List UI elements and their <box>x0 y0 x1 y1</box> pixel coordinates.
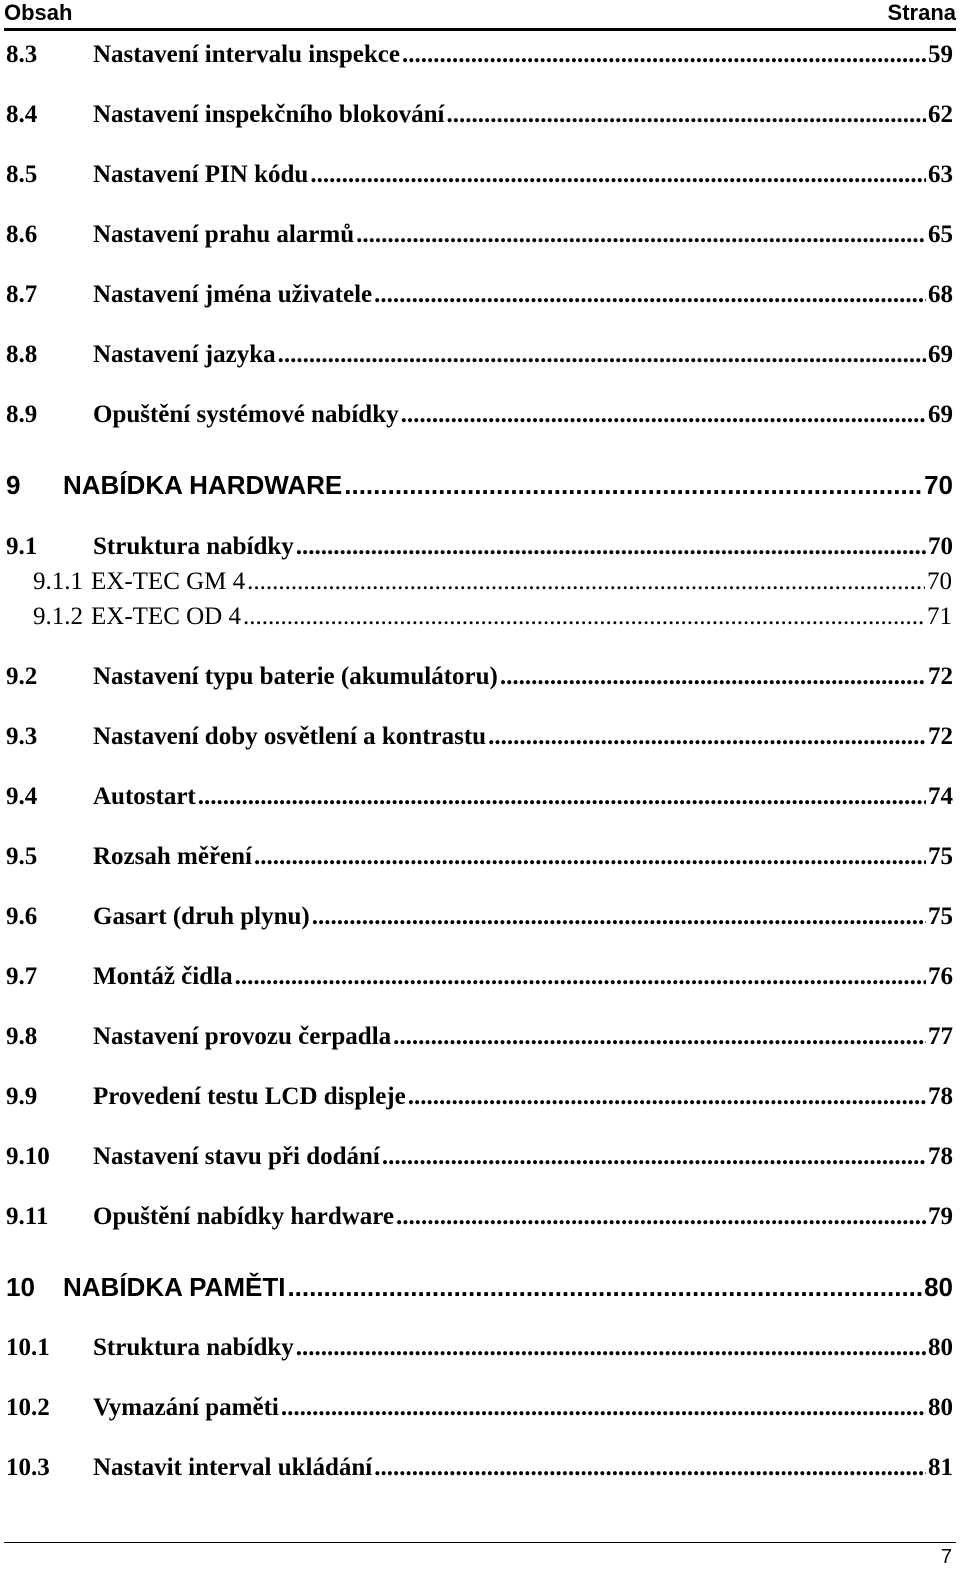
toc-entry[interactable] <box>6 1272 953 1306</box>
dot-leader <box>382 1143 926 1171</box>
toc-entry-page: 70 <box>924 470 953 500</box>
toc-entry-page: 76 <box>928 963 953 990</box>
toc-entry-number: 9.1.2 <box>33 603 83 630</box>
dot-leader <box>402 41 926 69</box>
toc-entry[interactable] <box>6 1454 953 1488</box>
dot-leader <box>401 401 926 429</box>
toc-entry-number: 8.4 <box>6 101 38 128</box>
toc-header <box>4 0 956 31</box>
toc-entry[interactable] <box>6 843 953 877</box>
toc-entry-page: 68 <box>928 281 953 308</box>
toc-entry-title: Nastavení jazyka <box>93 341 276 368</box>
header-page-label: Strana <box>887 0 956 25</box>
toc-entry-page: 71 <box>927 603 952 630</box>
toc-entry-title: Struktura nabídky <box>93 533 294 560</box>
toc-entry-title: Nastavení intervalu inspekce <box>93 41 400 68</box>
toc-entry-number: 9.8 <box>6 1023 38 1050</box>
dot-leader <box>198 783 926 811</box>
toc-entry[interactable] <box>6 1334 953 1368</box>
toc-entry-number: 8.5 <box>6 161 38 188</box>
toc-entry-title: Provedení testu LCD displeje <box>93 1083 406 1110</box>
toc-entry[interactable] <box>6 401 953 435</box>
page-number: 7 <box>940 1546 952 1568</box>
toc-entry-number: 9.9 <box>6 1083 38 1110</box>
toc-entry-title: Autostart <box>93 783 196 810</box>
toc-entry-page: 63 <box>928 161 953 188</box>
toc-entry-number: 9 <box>6 470 21 500</box>
toc-entry-title: NABÍDKA HARDWARE <box>63 470 343 500</box>
dot-leader <box>287 1272 922 1303</box>
toc-entry-number: 10 <box>6 1272 35 1302</box>
toc-entry-number: 8.7 <box>6 281 38 308</box>
dot-leader <box>344 470 922 501</box>
toc-entry-page: 78 <box>928 1143 953 1170</box>
dot-leader <box>310 161 926 189</box>
toc-entry-title: Nastavení provozu čerpadla <box>93 1023 392 1050</box>
toc-entry[interactable] <box>6 1083 953 1117</box>
dot-leader <box>296 533 926 561</box>
toc-entry-page: 72 <box>928 663 953 690</box>
toc-entry-title: Nastavení stavu při dodání <box>93 1143 380 1170</box>
toc-entry-title: Nastavení inspekčního blokování <box>93 101 445 128</box>
toc-entry-number: 8.3 <box>6 41 38 68</box>
toc-entry[interactable] <box>6 963 953 997</box>
toc-entry[interactable] <box>6 533 953 567</box>
toc-entry-number: 9.1.1 <box>33 568 83 595</box>
toc-entry-number: 8.6 <box>6 221 38 248</box>
dot-leader <box>356 221 926 249</box>
toc-entry[interactable] <box>6 1023 953 1057</box>
toc-entry-number: 9.4 <box>6 783 38 810</box>
toc-entry-title: Gasart (druh plynu) <box>93 903 310 930</box>
toc-entry-page: 74 <box>928 783 953 810</box>
dot-leader <box>374 281 926 309</box>
dot-leader <box>500 663 926 691</box>
toc-entry-title: Nastavit interval ukládání <box>93 1454 373 1481</box>
toc-entry-page: 80 <box>928 1394 953 1421</box>
toc-entry-page: 80 <box>928 1334 953 1361</box>
toc-entry[interactable] <box>6 41 953 75</box>
toc-entry-number: 10.3 <box>6 1454 50 1481</box>
toc-entry-title: Nastavení PIN kódu <box>93 161 309 188</box>
toc-entry[interactable] <box>6 723 953 757</box>
toc-entry-page: 72 <box>928 723 953 750</box>
toc-entry-number: 9.3 <box>6 723 38 750</box>
toc-entry-number: 9.6 <box>6 903 38 930</box>
toc-entry-title: Rozsah měření <box>93 843 252 870</box>
toc-entry[interactable] <box>6 1203 953 1237</box>
toc-entry[interactable] <box>6 341 953 375</box>
toc-entry[interactable] <box>33 603 952 637</box>
dot-leader <box>235 963 926 991</box>
toc-entry[interactable] <box>6 101 953 135</box>
toc-entry-page: 59 <box>928 41 953 68</box>
toc-entry-number: 8.9 <box>6 401 38 428</box>
toc-entry-title: Nastavení doby osvětlení a kontrastu <box>93 723 487 750</box>
toc-entry[interactable] <box>6 1394 953 1428</box>
dot-leader <box>296 1334 926 1362</box>
toc-entry-number: 9.1 <box>6 533 38 560</box>
toc-entry-page: 77 <box>928 1023 953 1050</box>
toc-entry-page: 80 <box>924 1272 953 1302</box>
toc-entry-number: 9.11 <box>6 1203 49 1230</box>
dot-leader <box>396 1203 926 1231</box>
toc-entry-title: EX-TEC OD 4 <box>91 603 241 630</box>
toc-entry-title: Nastavení prahu alarmů <box>93 221 355 248</box>
toc-entry-title: Nastavení jména uživatele <box>93 281 373 308</box>
toc-entry-page: 79 <box>928 1203 953 1230</box>
toc-entry-number: 9.10 <box>6 1143 50 1170</box>
toc-entry[interactable] <box>6 903 953 937</box>
toc-entry[interactable] <box>6 663 953 697</box>
toc-entry-number: 9.2 <box>6 663 38 690</box>
toc-entry-title: Struktura nabídky <box>93 1334 294 1361</box>
dot-leader <box>243 603 925 631</box>
footer-divider <box>4 1542 956 1543</box>
toc-entry-page: 70 <box>927 568 952 595</box>
toc-entry-title: Opuštění systémové nabídky <box>93 401 399 428</box>
toc-entry[interactable] <box>33 568 952 602</box>
dot-leader <box>374 1454 926 1482</box>
header-contents-label: Obsah <box>4 0 73 25</box>
toc-entry-page: 75 <box>928 903 953 930</box>
dot-leader <box>393 1023 926 1051</box>
toc-entry-page: 70 <box>928 533 953 560</box>
toc-entry[interactable] <box>6 783 953 817</box>
dot-leader <box>488 723 926 751</box>
toc-entry-title: Montáž čidla <box>93 963 233 990</box>
toc-entry-page: 69 <box>928 341 953 368</box>
dot-leader <box>281 1394 926 1422</box>
toc-entry-title: EX-TEC GM 4 <box>91 568 246 595</box>
toc-entry-number: 10.2 <box>6 1394 50 1421</box>
dot-leader <box>278 341 926 369</box>
dot-leader <box>312 903 926 931</box>
toc-entry-page: 62 <box>928 101 953 128</box>
dot-leader <box>447 101 927 129</box>
toc-entry[interactable] <box>6 470 953 504</box>
toc-entry[interactable] <box>6 1143 953 1177</box>
toc-entry-number: 10.1 <box>6 1334 50 1361</box>
toc-entry-title: Nastavení typu baterie (akumulátoru) <box>93 663 498 690</box>
toc-entry[interactable] <box>6 221 953 255</box>
dot-leader <box>247 568 925 596</box>
toc-entry-page: 78 <box>928 1083 953 1110</box>
toc-entry-page: 69 <box>928 401 953 428</box>
toc-entry-title: NABÍDKA PAMĚTI <box>63 1272 286 1302</box>
toc-entry-page: 81 <box>928 1454 953 1481</box>
toc-entry-title: Opuštění nabídky hardware <box>93 1203 395 1230</box>
toc-entry-page: 75 <box>928 843 953 870</box>
toc-entry[interactable] <box>6 281 953 315</box>
toc-entry-title: Vymazání paměti <box>93 1394 279 1421</box>
toc-entry-page: 65 <box>928 221 953 248</box>
dot-leader <box>408 1083 926 1111</box>
toc-entry-number: 8.8 <box>6 341 38 368</box>
toc-entry-number: 9.7 <box>6 963 38 990</box>
toc-entry[interactable] <box>6 161 953 195</box>
toc-entry-number: 9.5 <box>6 843 38 870</box>
dot-leader <box>254 843 926 871</box>
